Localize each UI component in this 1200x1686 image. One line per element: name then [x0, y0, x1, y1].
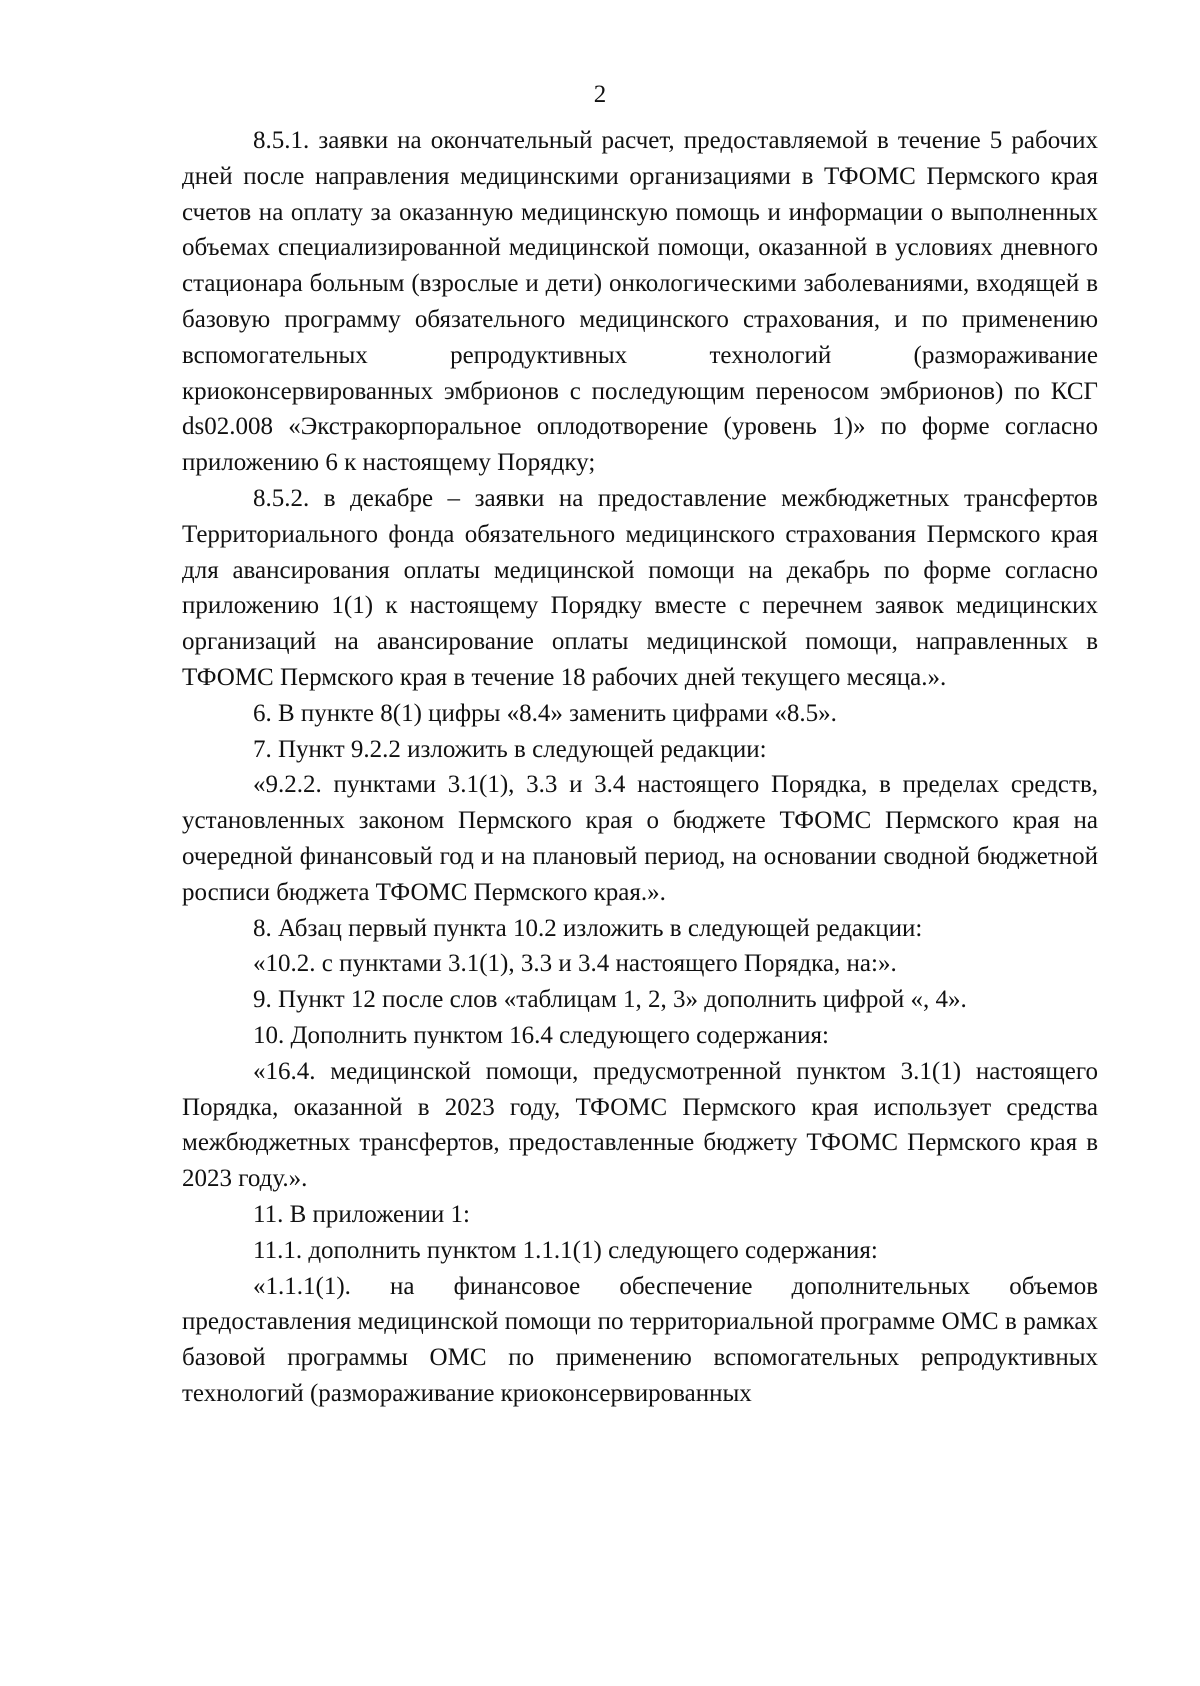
paragraph-item-10: 10. Дополнить пунктом 16.4 следующего содержания: [253, 1021, 829, 1049]
page-number: 2 [593, 81, 607, 108]
paragraph-item-7: 7. Пункт 9.2.2 изложить в следующей редакции: [253, 735, 767, 763]
paragraph-8-5-2: 8.5.2. в декабре – заявки на предоставление межбюджетных трансфертов Территориального фонда обязательного медицинского страхования Пермского края для авансирования оплаты медицинской помощи на декабрь по форме согласно приложению 1(1) к настоящему Порядку вместе с перечнем заявок медицинских организаций на авансирование оплаты медицинской помощи, направленных в ТФОМС Пермского края в течение 18 рабочих дней текущего месяца.». [182, 484, 1098, 691]
document-body [182, 123, 1098, 1412]
paragraph-item-6: 6. В пункте 8(1) цифры «8.4» заменить цифрами «8.5». [253, 699, 837, 727]
paragraph-item-11: 11. В приложении 1: [253, 1200, 470, 1228]
paragraph-9-2-2: «9.2.2. пунктами 3.1(1), 3.3 и 3.4 настоящего Порядка, в пределах средств, установленных законом Пермского края о бюджете ТФОМС Пермского края на очередной финансовый год и на плановый период, на основании сводной бюджетной росписи бюджета ТФОМС Пермского края.». [182, 771, 1098, 906]
paragraph-16-4: «16.4. медицинской помощи, предусмотренной пунктом 3.1(1) настоящего Порядка, оказанной в 2023 году, ТФОМС Пермского края использует средства межбюджетных трансфертов, предоставленные бюджету ТФОМС Пермского края в 2023 году.». [182, 1057, 1098, 1193]
paragraph-1-1-1-1: «1.1.1(1). на финансовое обеспечение дополнительных объемов предоставления медицинской помощи по территориальной программе ОМС в рамках базовой программы ОМС по применению вспомогательных репродуктивных технологий (размораживание криоконсервированных [182, 1272, 1098, 1407]
paragraph-8-5-1: 8.5.1. заявки на окончательный расчет, предоставляемой в течение 5 рабочих дней после направления медицинскими организациями в ТФОМС Пермского края счетов на оплату за оказанную медицинскую помощь и информации о выполненных объемах специализированной медицинской помощи, оказанной в условиях дневного стационара больным (взрослые и дети) онкологическими заболеваниями, входящей в базовую программу обязательного медицинского страхования, и по применению вспомогательных репродуктивных технологий (размораживание криоконсервированных эмбрионов с последующим переносом эмбрионов) по КСГ ds02.008 «Экстракорпоральное оплодотворение (уровень 1)» по форме согласно приложению 6 к настоящему Порядку; [182, 127, 1098, 477]
paragraph-item-8: 8. Абзац первый пункта 10.2 изложить в следующей редакции: [253, 914, 923, 942]
paragraph-10-2: «10.2. с пунктами 3.1(1), 3.3 и 3.4 настоящего Порядка, на:». [253, 950, 897, 978]
paragraph-item-9: 9. Пункт 12 после слов «таблицам 1, 2, 3» дополнить цифрой «, 4». [253, 986, 967, 1014]
paragraph-11-1: 11.1. дополнить пунктом 1.1.1(1) следующего содержания: [253, 1236, 878, 1264]
